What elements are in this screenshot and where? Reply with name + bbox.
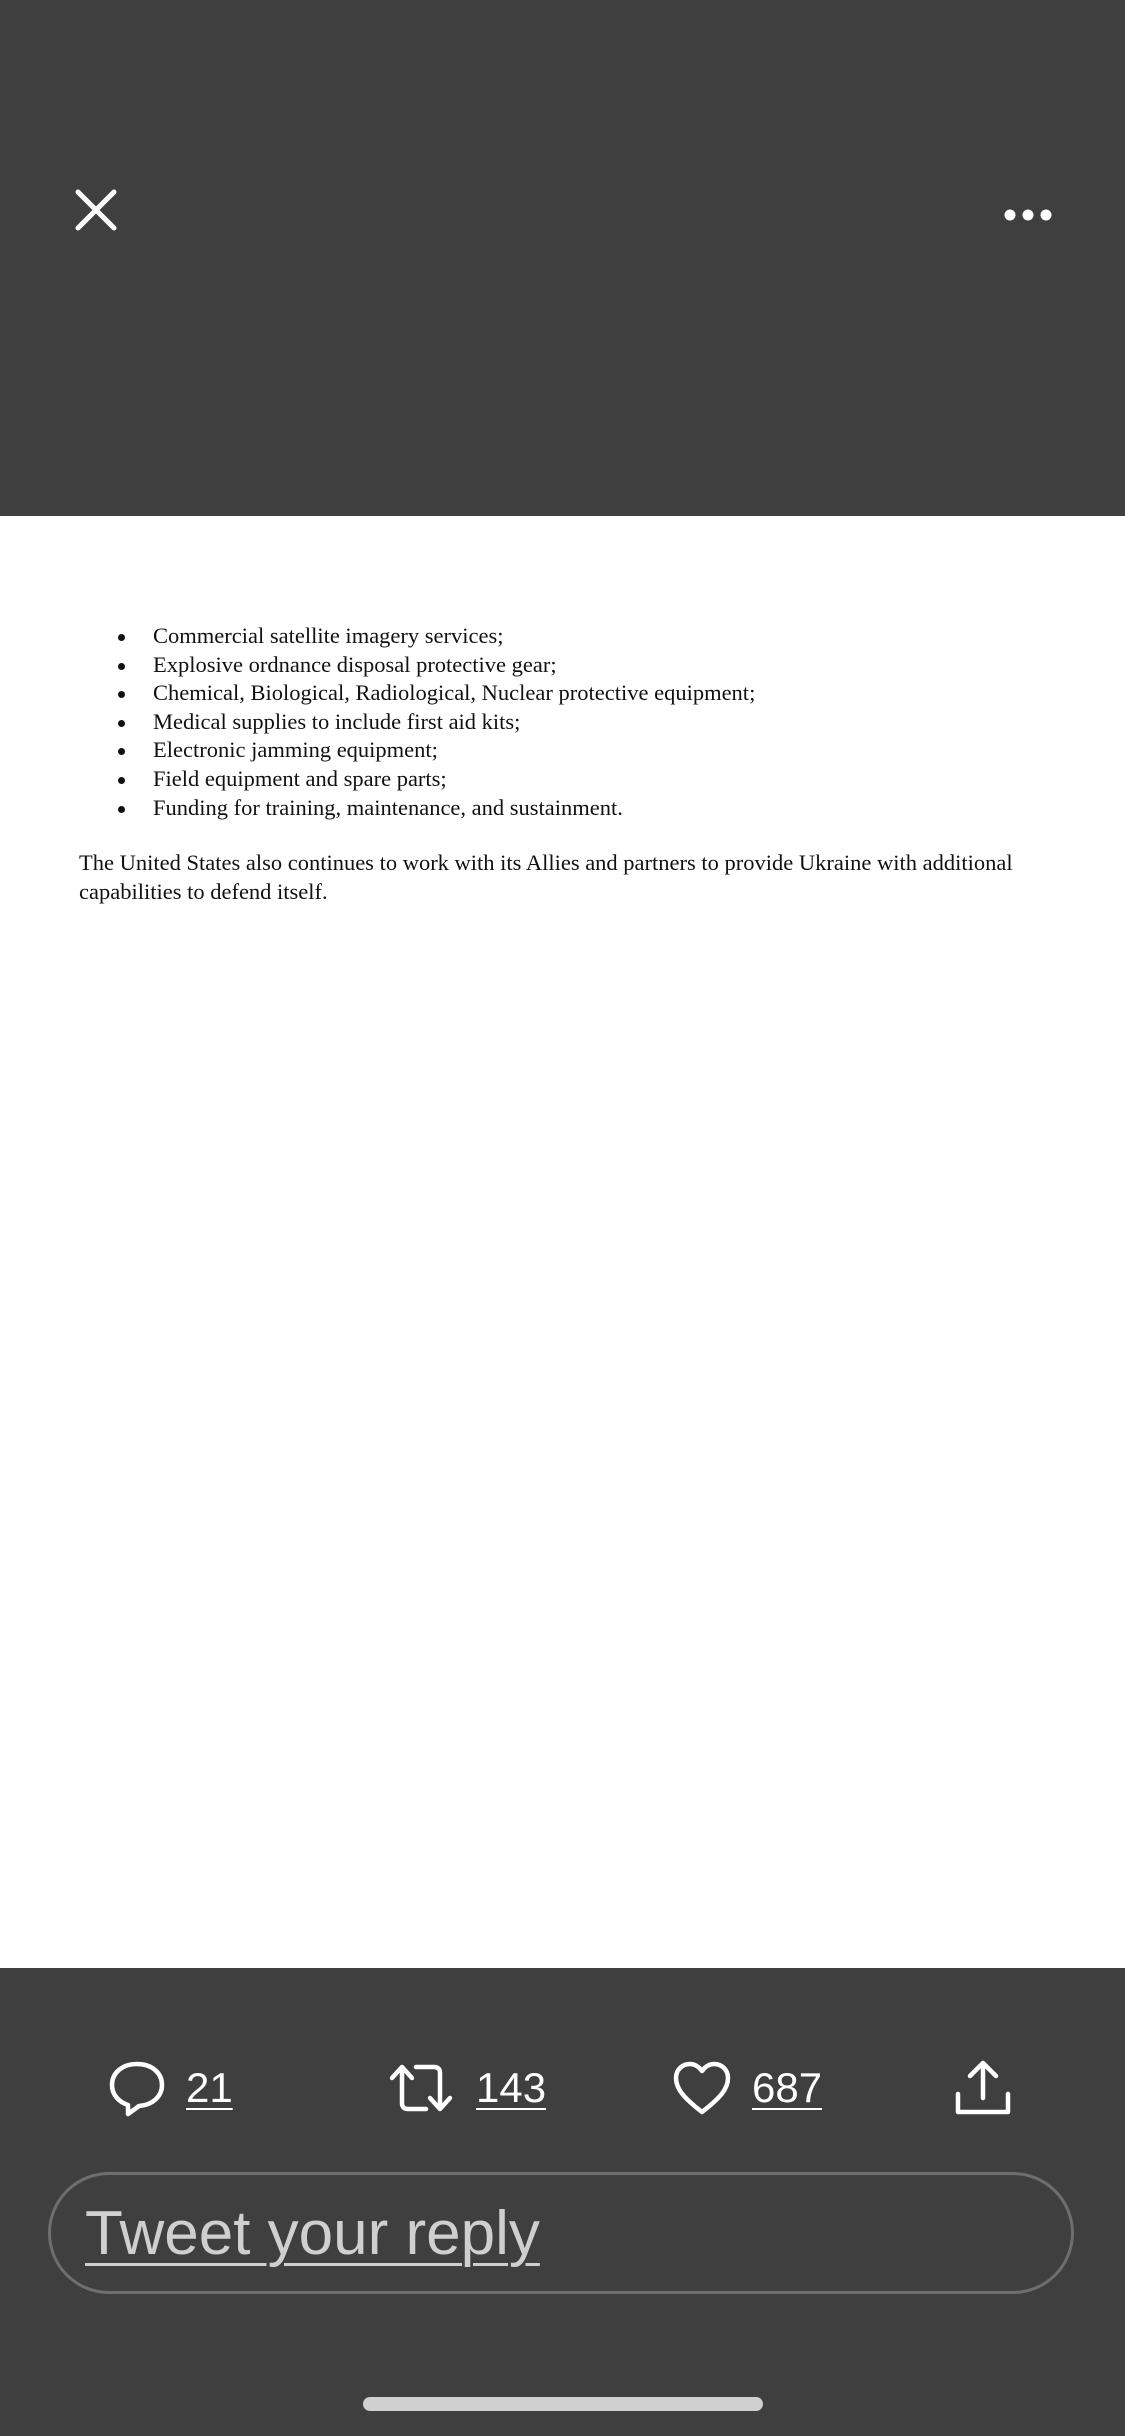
bullet-item: Electronic jamming equipment; [110, 736, 755, 765]
bullet-item: Medical supplies to include first aid kits; [110, 708, 755, 737]
reply-count: 21 [186, 2063, 233, 2111]
bullet-item: Funding for training, maintenance, and sustainment. [110, 794, 755, 823]
close-button[interactable] [56, 170, 136, 250]
retweet-count: 143 [476, 2063, 547, 2111]
bullet-item: Commercial satellite imagery services; [110, 622, 755, 651]
like-button[interactable] [672, 2030, 822, 2145]
more-icon [1003, 208, 1053, 222]
share-button[interactable] [953, 2030, 1013, 2145]
document-image [0, 516, 1125, 1968]
retweet-button[interactable] [386, 2030, 546, 2145]
document-bullet-list [110, 622, 755, 822]
close-icon [74, 188, 118, 232]
reply-button[interactable] [108, 2030, 233, 2145]
bullet-item: Chemical, Biological, Radiological, Nuclear protective equipment; [110, 679, 755, 708]
like-count: 687 [752, 2063, 823, 2111]
top-bar [0, 0, 1125, 516]
bullet-item: Explosive ordnance disposal protective gear; [110, 651, 755, 680]
more-options-button[interactable] [988, 175, 1068, 255]
reply-placeholder: Tweet your reply [85, 2198, 540, 2268]
heart-icon [672, 2060, 732, 2116]
tweet-action-bar [0, 2030, 1125, 2145]
retweet-icon [386, 2059, 456, 2117]
home-indicator[interactable] [363, 2397, 763, 2411]
reply-input[interactable] [48, 2172, 1074, 2294]
bullet-item: Field equipment and spare parts; [110, 765, 755, 794]
document-paragraph: The United States also continues to work with its Allies and partners to provide Ukraine with additional capabilities to defend itself. [79, 850, 1013, 904]
share-icon [953, 2058, 1013, 2118]
reply-icon [108, 2059, 166, 2117]
